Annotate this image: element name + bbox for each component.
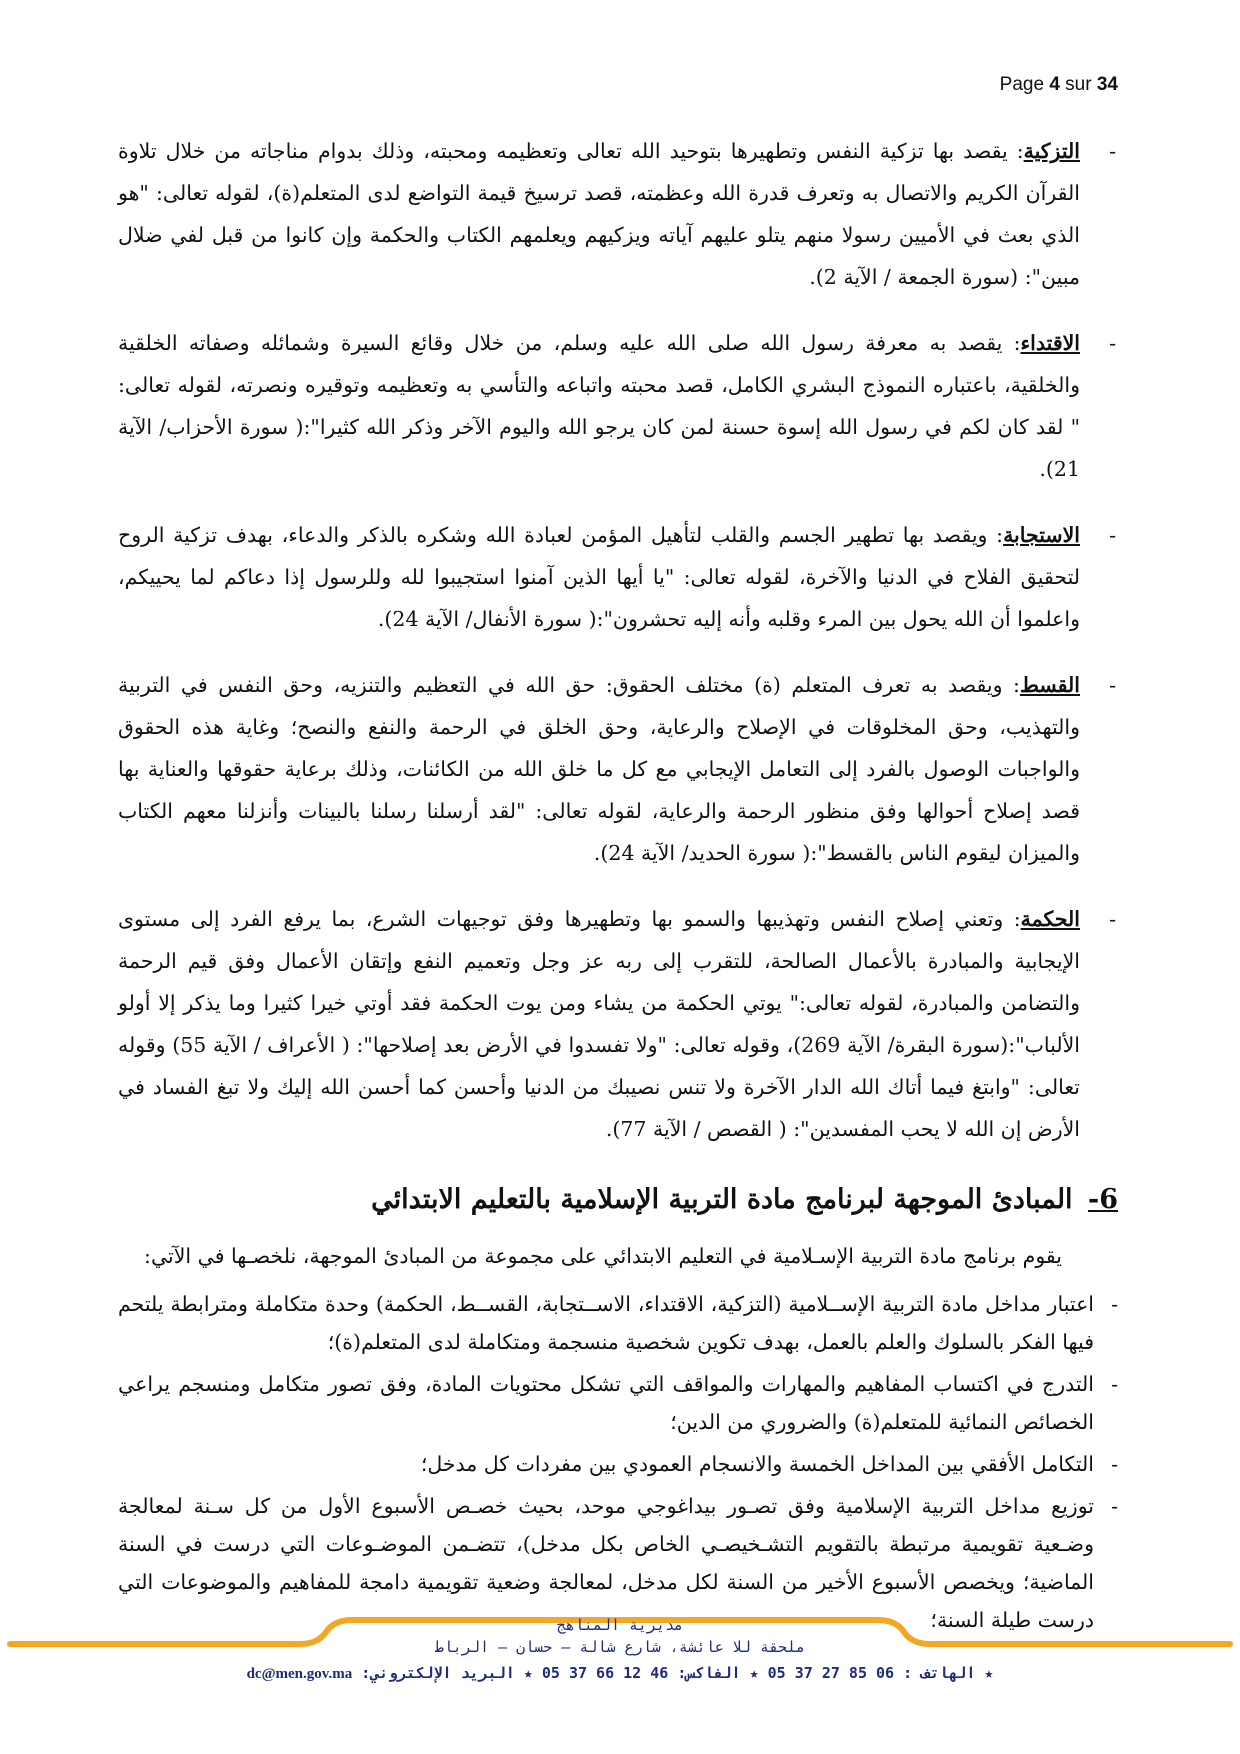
email-address: dc@men.gov.ma [246,1666,353,1682]
phone-label: الهاتف : [903,1664,976,1682]
page-header [0,74,1118,96]
page-footer [0,1610,1240,1754]
paragraph-item [118,322,1118,490]
bullet-dash: - [1109,673,1116,697]
item-text: : يقصد به معرفة رسول الله صلى الله عليه وسلم، من خلال وقائع السيرة وشمائله وصفاته الخلقية والخلقية، باعتباره النموذج البشري الكامل، قصد محبته واتباعه والتأسي به وتعظيمه وتوقيره ونصرته، لقوله تعالى: " لقد كان لكم في رسول الله إسوة حسنة لمن كان يرجو الله واليوم الآخر وذكر الله كثيرا":( سورة الأحزاب/ الآية 21). [118,331,1080,481]
list-item: - اعتبار مداخل مادة التربية الإســلامية (التزكية، الاقتداء، الاســتجابة، القســط، الحكمة) وحدة متكاملة ومترابطة يلتحم فيها الفكر بالسلوك والعلم بالعمل، بهدف تكوين شخصية منسجمة ومتكاملة لدى المتعلم(ة)؛ [118,1285,1118,1361]
document-body [118,130,1118,1643]
term-istijaba: الاستجابة [1003,523,1080,547]
email-label: البريد الإلكتروني: [361,1664,515,1682]
intro-paragraph: يقوم برنامج مادة التربية الإسـلامية في التعليم الابتدائي على مجموعة من المبادئ الموجهة، نلخصـها في الآتي: [144,1244,1062,1268]
footer-directorate: مديرية المناهج [556,1616,684,1634]
paragraph-item [118,898,1118,1150]
sur-word: sur [1065,74,1092,95]
bullet-dash: - [1111,1452,1118,1476]
footer-address: ملحقة للا عائشة، شارع شالة – حسان – الرباط [434,1638,806,1656]
term-qist: القسط [1019,673,1080,697]
principles-list [118,1285,1118,1639]
phone-number: 05 37 27 85 06 [767,1664,895,1682]
footer-contacts [0,1664,1240,1683]
bullet-dash: - [1111,1494,1118,1518]
bullet-dash: - [1109,907,1116,931]
paragraph-item [118,664,1118,874]
page-word: Page [999,74,1045,95]
term-iqtida: الاقتداء [1020,331,1080,355]
bullet-dash: - [1109,139,1116,163]
page-number: 4 [1049,74,1060,95]
item-text: : ويقصد به تعرف المتعلم (ة) مختلف الحقوق: حق الله في التعظيم والتنزيه، وحق النفس في التربية والتهذيب، وحق المخلوقات في الإصلاح والرعاية، وحق الخلق في الرحمة والنفع والنصح؛ وغاية هذه الحقوق والواجبات الوصول بالفرد إلى التعامل الإيجابي مع كل ما خلق الله من الكائنات، وذلك برعاية حقوقها والعناية بها قصد إصلاح أحوالها وفق منظور الرحمة والرعاية، لقوله تعالى: "لقد أرسلنا رسلنا بالبينات وأنزلنا معهم الكتاب والميزان ليقوم الناس بالقسط":( سورة الحديد/ الآية 24). [118,673,1080,865]
fax-number: 05 37 66 12 46 [541,1664,669,1682]
fax-label: الفاكس: [677,1664,741,1682]
paragraph-item [118,130,1118,298]
bullet-dash: - [1109,523,1116,547]
section-heading [118,1184,1118,1215]
star-icon: ★ [749,1664,759,1682]
star-icon: ★ [984,1664,994,1682]
list-item: - توزيع مداخل التربية الإسلامية وفق تصـور بيداغوجي موحد، بحيث خصـص الأسبوع الأول من كل سـنة لمعالجة وضـعية تقويمية مرتبطة بالتقويم التشـخيصـي الخاص بكل مدخل)، تتضـمن الموضـوعات التي درست في السنة الماضية؛ ويخصص الأسبوع الأخير من السنة لكل مدخل، لمعالجة وضعية تقويمية دامجة للمفاهيم والموضوعات التي درست طيلة السنة؛ [118,1487,1118,1639]
item-text: : ويقصد بها تطهير الجسم والقلب لتأهيل المؤمن لعبادة الله وشكره بالذكر والدعاء، بهدف تزكية الروح لتحقيق الفلاح في الدنيا والآخرة، لقوله تعالى: "يا أيها الذين آمنوا استجيبوا لله وللرسول إذا دعاكم لما يحييكم، واعلموا أن الله يحول بين المرء وقلبه وأنه إليه تحشرون":( سورة الأنفال/ الآية 24). [118,523,1080,631]
list-item: - التكامل الأفقي بين المداخل الخمسة والانسجام العمودي بين مفردات كل مدخل؛ [118,1445,1118,1483]
paragraph-item [118,514,1118,640]
list-item: - التدرج في اكتساب المفاهيم والمهارات والمواقف التي تشكل محتويات المادة، وفق تصور متكامل ومنسجم يراعي الخصائص النمائية للمتعلم(ة) والضروري من الدين؛ [118,1365,1118,1441]
section-number: 6- [1087,1184,1118,1215]
bullet-dash: - [1111,1372,1118,1396]
item-text: : يقصد بها تزكية النفس وتطهيرها بتوحيد الله تعالى وتعظيمه ومحبته، وذلك بدوام مناجاته من خلال تلاوة القرآن الكريم والاتصال به وتعرف قدرة الله وعظمته، قصد ترسيخ قيمة التواضع لدى المتعلم(ة)، لقوله تعالى: "هو الذي بعث في الأميين رسولا منهم يتلو عليهم آياته ويزكيهم ويعلمهم الكتاب والحكمة وإن كانوا من قبل لفي ضلال مبين": (سورة الجمعة / الآية 2). [118,139,1080,289]
section-title-text: المبادئ الموجهة لبرنامج مادة التربية الإسلامية بالتعليم الابتدائي [371,1184,1073,1215]
item-text: : وتعني إصلاح النفس وتهذيبها والسمو بها وتطهيرها وفق توجيهات الشرع، بما يرفع الفرد إلى مستوى الإيجابية والمبادرة بالأعمال الصالحة، للتقرب إلى ربه عز وجل وتعميم النفع وإتقان الأعمال وفق قيم الرحمة والتضامن والمبادرة، لقوله تعالى:" يوتي الحكمة من يشاء ومن يوت الحكمة فقد أوتي خيرا كثيرا وما يذكر إلا أولو الألباب":(سورة البقرة/ الآية 269)، وقوله تعالى: "ولا تفسدوا في الأرض بعد إصلاحها": ( الأعراف / الآية 55) وقوله تعالى: "وابتغ فيما أتاك الله الدار الآخرة ولا تنس نصيبك من الدنيا وأحسن كما أحسن الله إليك ولا تبغ الفساد في الأرض إن الله لا يحب المفسدين": ( القصص / الآية 77). [118,907,1081,1141]
page-total: 34 [1096,74,1118,95]
bullet-dash: - [1109,331,1116,355]
bullet-dash: - [1111,1292,1118,1316]
term-tazkiya: التزكية [1023,139,1080,163]
star-icon: ★ [523,1664,533,1682]
term-hikma: الحكمة [1020,907,1080,931]
